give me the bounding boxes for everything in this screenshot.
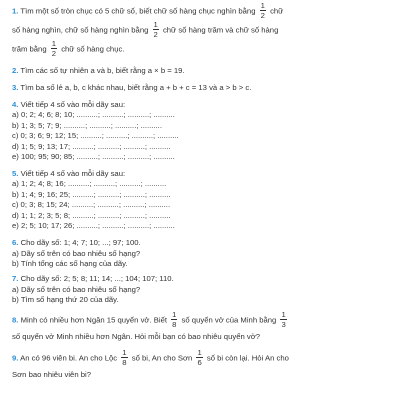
problem-number: 7. <box>12 274 19 284</box>
problem-2 <box>12 65 390 77</box>
list-item: d) 1; 5; 9; 13; 17; ..........; ..........; ..........; .......... <box>12 141 171 151</box>
problem-6 <box>12 237 390 269</box>
problem-text: Minh có nhiều hơn Ngân 15 quyển vở. Biết <box>20 315 167 325</box>
problem-4 <box>12 99 390 163</box>
problem-5 <box>12 168 390 232</box>
problem-text: Tìm một số tròn chục có 5 chữ số, biết chữ số hàng chục nghìn bằng <box>20 6 256 16</box>
list-item: b) Tính tổng các số hạng của dãy. <box>12 258 128 268</box>
sequence-list <box>12 110 390 162</box>
fraction: $\frac{1}{8}$ <box>122 347 127 367</box>
fraction: $\frac{1}{6}$ <box>197 347 202 367</box>
problem-text: Tìm các số tự nhiên a và b, biết rằng a × b = 19. <box>20 65 185 75</box>
fraction: $\frac{1}{2}$ <box>260 1 265 20</box>
problem-text: Tìm ba số lẻ a, b, c khác nhau, biết rằng a + b + c = 13 và a > b > c. <box>20 82 252 92</box>
problem-number: 2. <box>12 65 19 75</box>
problem-3 <box>12 82 390 94</box>
problem-text: Cho dãy số: 2; 5; 8; 11; 14; ...; 104; 107; 110. <box>20 274 174 284</box>
question-list <box>12 249 390 270</box>
list-item: e) 2; 5; 10; 17; 26; ..........; ..........; ..........; .......... <box>12 221 175 231</box>
fraction: $\frac{1}{2}$ <box>51 39 57 58</box>
problem-number: 1. <box>12 6 19 16</box>
problem-9 <box>12 349 390 381</box>
sequence-list <box>12 179 390 231</box>
problem-text: Viết tiếp 4 số vào mỗi dãy sau: <box>20 99 126 109</box>
problem-text: An có 96 viên bi. An cho Lộc <box>20 353 118 363</box>
problem-number: 5. <box>12 168 19 178</box>
problem-7 <box>12 273 390 305</box>
list-item: b) 1; 4; 9; 16; 25; ..........; ..........; ..........; .......... <box>12 189 171 199</box>
fraction: $\frac{1}{8}$ <box>172 310 177 330</box>
problem-1 <box>12 2 390 59</box>
problem-text: số hàng nghìn, chữ số hàng nghìn bằng <box>12 25 149 35</box>
problem-text: chữ số hàng chục. <box>61 44 125 54</box>
problem-8 <box>12 311 390 343</box>
problem-text: số bi, An cho Sơn <box>131 353 193 363</box>
list-item: a) Dãy số trên có bao nhiêu số hạng? <box>12 248 141 258</box>
problem-text: chữ số hàng trăm và chữ số hàng <box>162 25 279 35</box>
list-item: d) 1; 1; 2; 3; 5; 8; ..........; ..........; ..........; .......... <box>12 210 171 220</box>
list-item: c) 0; 3; 8; 15; 24; ..........; ..........; ..........; .......... <box>12 200 171 210</box>
list-item: a) 0; 2; 4; 6; 8; 10; ..........; ..........; ..........; .......... <box>12 110 175 120</box>
problem-text: Cho dãy số: 1; 4; 7; 10; ...; 97; 100. <box>20 237 141 247</box>
list-item: c) 0; 3; 6; 9; 12; 15; ..........; ..........; ..........; .......... <box>12 131 179 141</box>
problem-text: Viết tiếp 4 số vào mỗi dãy sau: <box>20 168 126 178</box>
problem-text: số quyển vở Minh nhiều hơn Ngân. Hỏi mỗi bạn có bao nhiêu quyển vở? <box>12 332 261 342</box>
problem-number: 9. <box>12 353 19 363</box>
problem-number: 6. <box>12 237 19 247</box>
fraction: $\frac{1}{2}$ <box>153 20 158 39</box>
problem-text: số quyển vở của Minh bằng <box>181 315 277 325</box>
problem-text: số bi còn lại. Hỏi An cho <box>206 353 289 363</box>
problem-number: 3. <box>12 82 19 92</box>
list-item: a) Dãy số trên có bao nhiêu số hạng? <box>12 284 141 294</box>
question-list <box>12 285 390 306</box>
problem-text: Sơn bao nhiêu viên bi? <box>12 369 91 379</box>
problem-text: trăm bằng <box>12 44 47 54</box>
list-item: a) 1; 2; 4; 8; 16; ..........; ..........; ..........; .......... <box>12 179 167 189</box>
fraction: $\frac{1}{3}$ <box>281 310 286 330</box>
problem-text: chữ <box>270 6 284 16</box>
list-item: b) Tìm số hạng thứ 20 của dãy. <box>12 295 119 305</box>
list-item: e) 100; 95; 90; 85; ..........; ..........; ..........; .......... <box>12 151 175 161</box>
list-item: b) 1; 3; 5; 7; 9; ..........; ..........; ..........; .......... <box>12 120 162 130</box>
problem-number: 4. <box>12 99 19 109</box>
problem-number: 8. <box>12 315 19 325</box>
